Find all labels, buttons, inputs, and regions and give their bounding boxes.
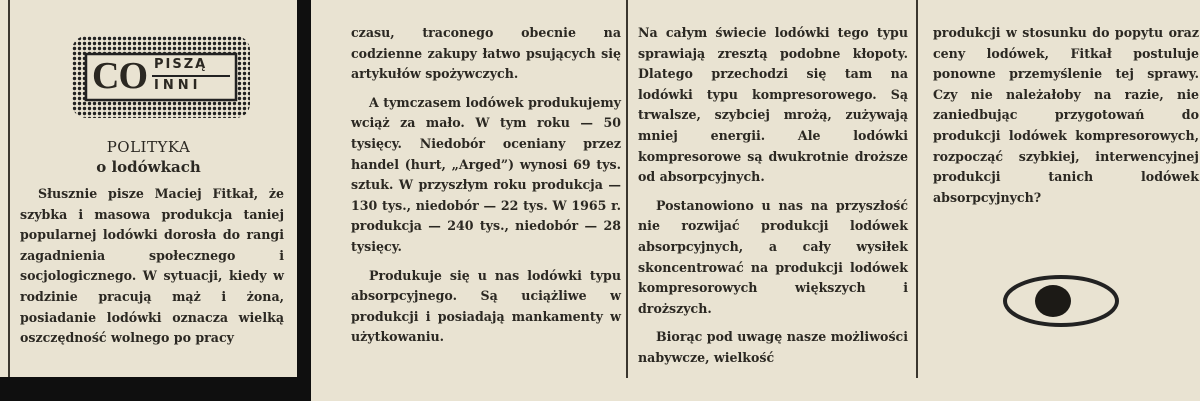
paragraph: czasu, traconego obecnie na codzienne zakupy łatwo psujących się artykułów spożywczych. <box>351 25 621 82</box>
right-page <box>311 0 1200 401</box>
column-rule <box>916 0 918 378</box>
column-1 <box>20 184 284 349</box>
column-3 <box>638 23 908 369</box>
ornament-icon <box>1001 270 1121 332</box>
logo-divider <box>152 75 230 77</box>
column-2 <box>351 23 621 348</box>
paragraph: Na całym świecie lodówki tego typu sprawiają zresztą podobne kłopoty. Dlatego przechodzi się tam na lodówki typu kompresorowego. Są trwalsze, szybciej mrożą, zużywają mniej energii. Ale lodówki kompresorowe są dwukrotnie droższe od absorpcyjnych. <box>638 25 908 185</box>
paragraph: Słusznie pisze Maciej Fitkał, że szybka i masowa produkcja taniej popularnej lodówki dorosła do rangi zagadnienia społecznego i socjologicznego. W sytuacji, kiedy w rodzinie pracują mąż i żona, posiadanie lodówki oznacza wielką oszczędność wolnego po pracy <box>20 186 284 346</box>
column-4 <box>933 23 1199 208</box>
paragraph: Biorąc pod uwagę nasze możliwości nabywcze, wielkość <box>638 329 908 365</box>
paragraph: produkcji w stosunku do popytu oraz ceny lodówek, Fitkał postuluje ponowne przemyślenie tej sprawy. Czy nie należałoby na razie, nie zaniedbując przygotowań do produkcji lodówek kompresorowych, rozpocząć szybkiej, interwencyjnej produkcji tanich lodówek absorpcyjnych? <box>933 25 1199 205</box>
paragraph: Postanowiono u nas na przyszłość nie rozwijać produkcji lodówek absorpcyjnych, a cały wysiłek skoncentrować na produkcji lodówek kompresorowych większych i droższych. <box>638 197 908 316</box>
co-pisza-inni-logo <box>72 36 250 118</box>
logo-bottom-text: INNI <box>154 78 202 93</box>
column-rule <box>626 0 628 378</box>
paragraph: Produkuje się u nas lodówki typu absorpcyjnego. Są uciążliwe w produkcji i posiadają mankamenty w użytkowaniu. <box>351 267 621 345</box>
left-page <box>0 0 297 377</box>
logo-top-text: PISZĄ <box>154 57 208 72</box>
article-title: o lodówkach <box>96 158 201 176</box>
section-heading: POLITYKA <box>106 138 191 156</box>
paragraph: A tymczasem lodówek produkujemy wciąż za mało. W tym roku — 50 tysięcy. Niedobór oceniany przez handel (hurt, „Arged”) wynosi 69 tys. sztuk. W przyszłym roku produkcja — 130 tys., niedobór — 22 tys. W 1965 r. produkcja — 240 tys., niedobór — 28 tysięcy. <box>351 94 621 254</box>
column-rule <box>8 0 10 377</box>
logo-big-text: CO <box>92 55 147 97</box>
